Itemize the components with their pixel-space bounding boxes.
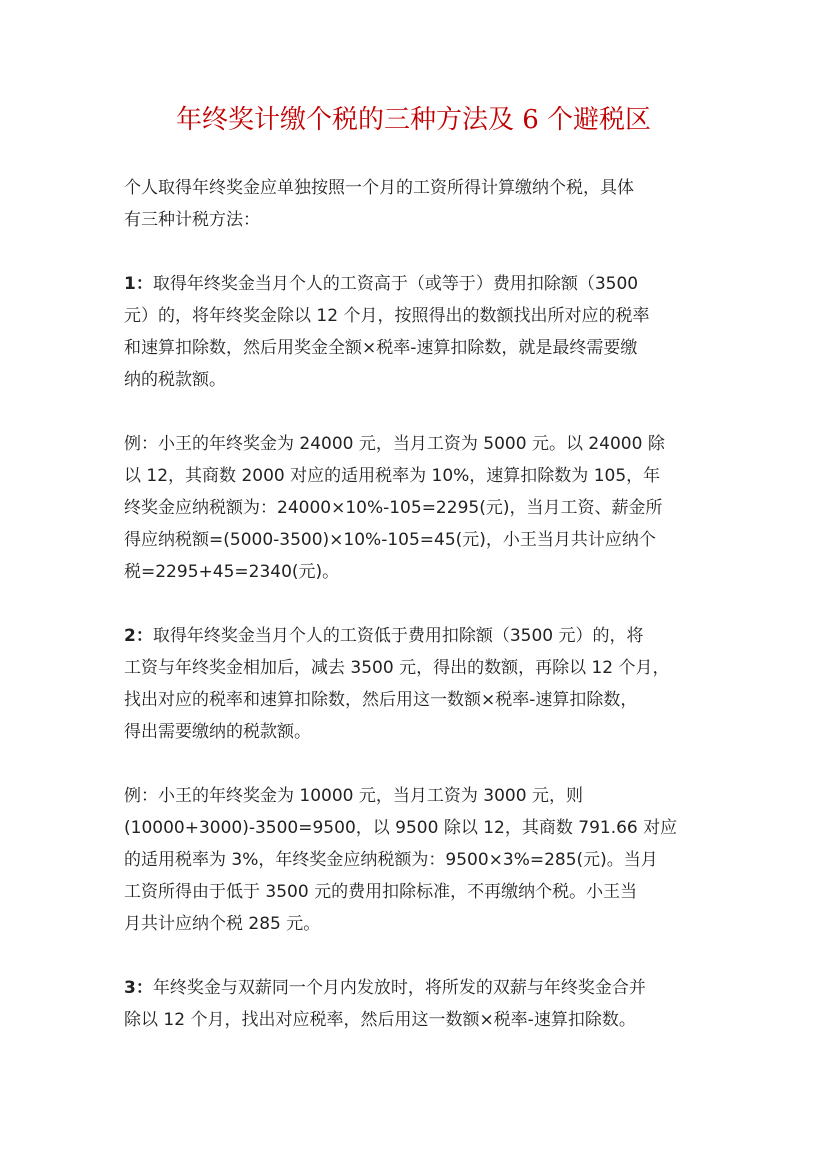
text-line [124,972,710,1004]
text-line: 有三种计税方法： [124,210,260,230]
text-line: 个人取得年终奖金应单独按照一个月的工资所得计算缴纳个税，具体 [124,178,634,198]
intro-paragraph [124,172,710,236]
method-3-paragraph [124,972,710,1036]
text-line: (10000+3000)-3500=9500，以 9500 除以 12，其商数 791.66 对应 [124,818,678,838]
method-1-paragraph [124,268,710,396]
text-line: 的适用税率为 3%，年终奖金应纳税额为：9500×3%=285(元)。当月 [124,850,658,870]
text-line [124,620,710,652]
document-title: 年终奖计缴个税的三种方法及 6 个避税区 [175,105,652,135]
text-line: 例：小王的年终奖金为 10000 元，当月工资为 3000 元，则 [124,786,583,806]
text-line: 纳的税款额。 [124,370,226,390]
text-line: 税=2295+45=2340(元)。 [124,562,340,582]
text-line [124,268,710,300]
text-line: 除以 12 个月，找出对应税率，然后用这一数额×税率-速算扣除数。 [124,1010,636,1030]
text-line: 月共计应纳个税 285 元。 [124,914,321,934]
text-line: 得出需要缴纳的税款额。 [124,722,311,742]
text-line: 以 12，其商数 2000 对应的适用税率为 10%，速算扣除数为 105，年 [124,466,661,486]
method-number: 3： [124,978,153,998]
method-text: 取得年终奖金当月个人的工资低于费用扣除额（3500 元）的，将 [152,626,644,646]
text-line: 元）的，将年终奖金除以 12 个月，按照得出的数额找出所对应的税率 [124,306,650,326]
method-2-paragraph [124,620,710,748]
example-1-paragraph [124,428,710,588]
text-line: 工资所得由于低于 3500 元的费用扣除标准，不再缴纳个税。小王当 [124,882,638,902]
text-line: 和速算扣除数，然后用奖金全额×税率-速算扣除数，就是最终需要缴 [124,338,638,358]
text-line: 得应纳税额=(5000-3500)×10%-105=45(元)，小王当月共计应纳个 [124,530,656,550]
document-body [124,172,710,1036]
text-line: 终奖金应纳税额为：24000×10%-105=2295(元)，当月工资、薪金所 [124,498,663,518]
text-line: 例：小王的年终奖金为 24000 元，当月工资为 5000 元。以 24000 除 [124,434,665,454]
method-number: 1： [124,274,153,294]
text-line: 工资与年终奖金相加后，减去 3500 元，得出的数额，再除以 12 个月， [124,658,670,678]
example-2-paragraph [124,780,710,940]
method-text: 取得年终奖金当月个人的工资高于（或等于）费用扣除额（3500 [152,274,639,294]
text-line: 找出对应的税率和速算扣除数，然后用这一数额×税率-速算扣除数， [124,690,638,710]
method-number: 2： [124,626,153,646]
method-text: 年终奖金与双薪同一个月内发放时，将所发的双薪与年终奖金合并 [152,978,646,998]
